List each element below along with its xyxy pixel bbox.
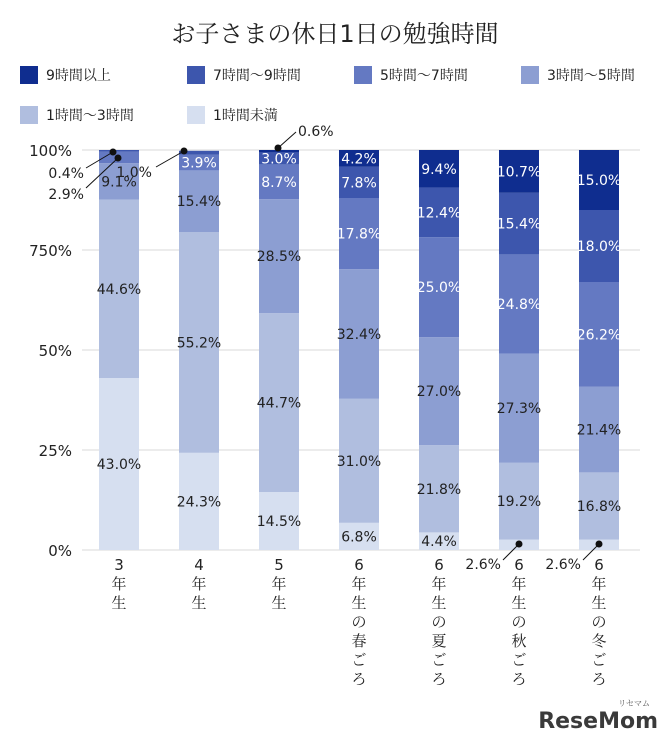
data-label: 3.9% [181, 155, 217, 172]
y-axis-ticks [29, 142, 72, 560]
callout-label: 0.6% [298, 124, 334, 140]
data-label: 9.1% [101, 174, 137, 191]
data-label: 17.8% [336, 226, 382, 243]
legend-label: 1時間未満 [213, 108, 278, 124]
y-tick-label: 750% [29, 242, 72, 260]
data-label: 27.3% [496, 401, 542, 418]
logo-text: ReseMom [538, 709, 658, 734]
callout-label: 2.9% [48, 187, 84, 203]
callout-line [278, 132, 296, 148]
data-label: 19.2% [496, 494, 542, 511]
data-label: 15.4% [496, 216, 542, 233]
y-tick-label: 0% [48, 542, 72, 560]
x-axis-categories [111, 556, 606, 688]
legend-label: 5時間～7時間 [380, 68, 468, 84]
legend-label: 9時間以上 [46, 68, 111, 84]
data-label: 28.5% [256, 249, 302, 266]
data-label: 31.0% [336, 453, 382, 470]
data-label: 44.6% [96, 281, 142, 298]
data-label: 27.0% [416, 384, 462, 401]
chart-title: お子さまの休日1日の勉強時間 [171, 20, 499, 48]
data-label: 8.7% [261, 174, 297, 191]
legend-swatch [20, 66, 38, 84]
legend-swatch [187, 66, 205, 84]
legend-label: 3時間～5時間 [547, 68, 635, 84]
callout-label: 0.4% [48, 166, 84, 182]
data-label: 43.0% [96, 457, 142, 473]
category-label: 6 年生の冬ごろ [591, 556, 607, 688]
legend-swatch [521, 66, 539, 84]
logo-subtext: リセマム [618, 699, 650, 708]
data-label: 15.0% [576, 173, 622, 189]
data-label: 21.8% [416, 481, 462, 498]
callout-label: 2.6% [465, 557, 501, 573]
data-label: 25.0% [416, 280, 462, 297]
data-label: 24.3% [176, 494, 222, 511]
data-label: 9.4% [421, 161, 457, 178]
data-label: 12.4% [416, 205, 462, 222]
data-label: 44.7% [256, 395, 302, 412]
legend-label: 7時間～9時間 [213, 68, 301, 84]
bar-segment [99, 150, 139, 152]
category-label: 6 年生の秋ごろ [511, 556, 527, 688]
data-label: 4.4% [421, 534, 457, 551]
data-label: 3.0% [261, 151, 297, 168]
callout-label: 1.0% [116, 165, 152, 181]
data-label: 6.8% [341, 529, 377, 546]
data-label: 32.4% [336, 327, 382, 343]
data-label: 15.4% [176, 194, 222, 211]
legend-label: 1時間～3時間 [46, 108, 134, 124]
category-label: 5 年生 [271, 556, 287, 612]
callout-label: 2.6% [545, 557, 581, 573]
data-label: 18.0% [576, 239, 622, 255]
legend-swatch [20, 106, 38, 124]
category-label: 3 年生 [111, 556, 127, 612]
data-label: 4.2% [341, 151, 377, 168]
data-label: 14.5% [256, 514, 302, 530]
category-label: 6 年生の春ごろ [351, 556, 367, 688]
y-tick-label: 50% [38, 342, 72, 360]
data-label: 10.7% [496, 164, 542, 181]
legend-swatch [354, 66, 372, 84]
legend [20, 66, 635, 124]
data-label: 16.8% [576, 499, 622, 515]
category-label: 6 年生の夏ごろ [431, 556, 447, 688]
data-label: 21.4% [576, 422, 622, 439]
data-label: 24.8% [496, 297, 542, 313]
y-tick-label: 100% [29, 142, 72, 160]
legend-swatch [187, 106, 205, 124]
data-label: 55.2% [176, 335, 222, 352]
data-label: 26.2% [576, 327, 622, 344]
logo [538, 699, 658, 734]
data-label: 7.8% [341, 175, 377, 192]
category-label: 4 年生 [191, 556, 207, 612]
y-tick-label: 25% [38, 442, 72, 460]
